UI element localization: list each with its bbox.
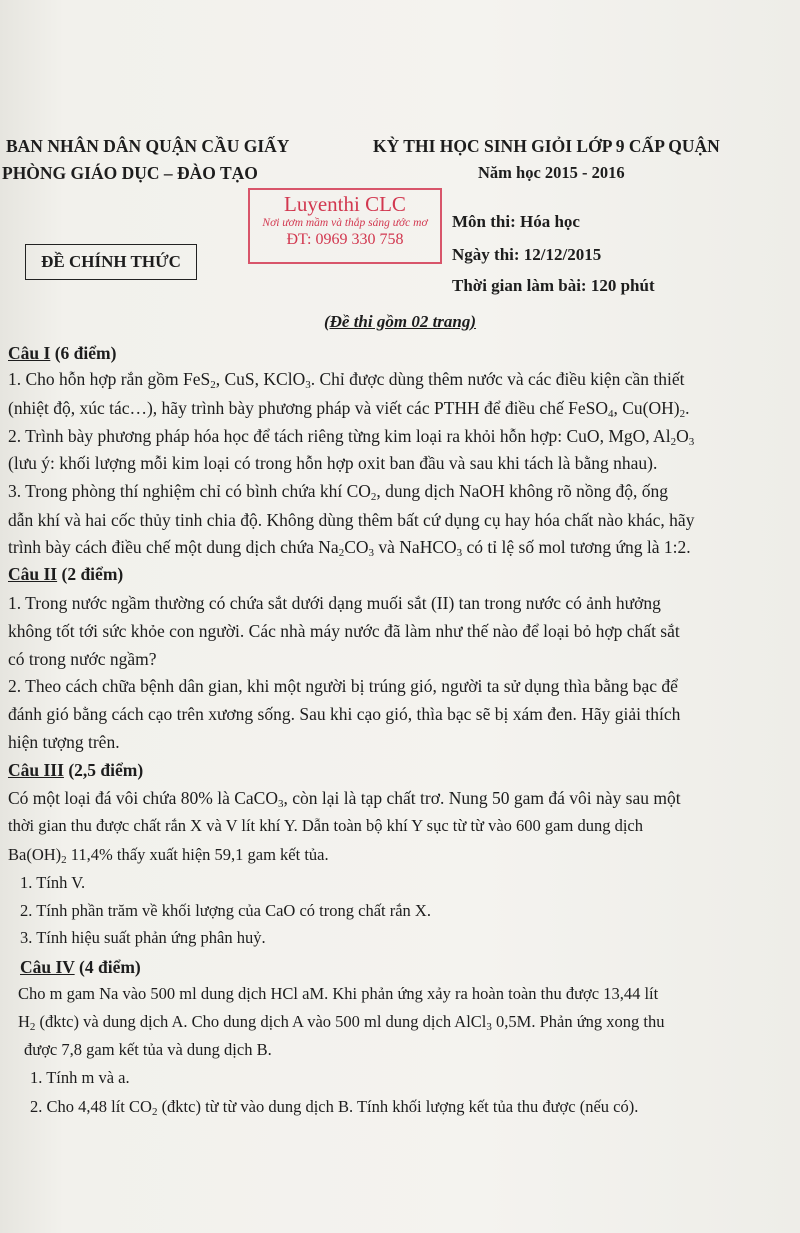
q1-line-2: (nhiệt độ, xúc tác…), hãy trình bày phương pháp và viết các PTHH để điều chế FeSO$_4$, $Cu(OH)_2$.	[8, 398, 690, 420]
q3-line-3: $Ba(OH)_2$ 11,4% thấy xuất hiện 59,1 gam kết tủa.	[8, 845, 329, 866]
q2-line-2: không tốt tới sức khỏe con người. Các nhà máy nước đã làm như thế nào để loại bỏ hợp chất sắt	[8, 621, 680, 641]
q3-line-6: 3. Tính hiệu suất phản ứng phân huỷ.	[20, 928, 266, 947]
q2-line-6: hiện tượng trên.	[8, 732, 120, 752]
stamp-name: Luyenthi CLC	[284, 192, 406, 216]
stamp-slogan: Nơi ươm mầm và thắp sáng ước mơ	[262, 217, 428, 229]
q4-line-5: 2. Cho 4,48 lít $CO_2$ (đktc) từ từ vào dung dịch B. Tính khối lượng kết tủa thu được (nếu có).	[30, 1097, 639, 1118]
stamp-phone: ĐT: 0969 330 758	[286, 231, 404, 248]
q2-line-5: đánh gió bằng cách cạo trên xương sống. Sau khi cạo gió, thìa bạc sẽ bị xám đen. Hãy giải thích	[8, 704, 681, 724]
q4-line-3: được 7,8 gam kết tủa và dung dịch B.	[24, 1040, 272, 1059]
q4-line-2: $H_2$ (đktc) và dung dịch A. Cho dung dịch A vào 500 ml dung dịch AlCl$_3$ 0,5M. Phản ứng xong thu	[18, 1012, 665, 1033]
q1-line-7: trình bày cách điều chế một dung dịch chứa $Na_2CO_3$ và NaHCO$_3$ có tỉ lệ số mol tương ứng là 1:2.	[8, 537, 691, 559]
q2-line-1: 1. Trong nước ngầm thường có chứa sắt dưới dạng muối sắt (II) tan trong nước có ảnh hưởng	[8, 593, 661, 613]
question-4-heading: Câu IV (4 điểm)	[20, 957, 141, 977]
q1-line-3: 2. Trình bày phương pháp hóa học để tách riêng từng kim loại ra khỏi hỗn hợp: CuO, MgO, $Al_2O_3$	[8, 426, 695, 448]
header-exam-title: KỲ THI HỌC SINH GIỎI LỚP 9 CẤP QUẬN	[373, 136, 720, 156]
q4-line-4: 1. Tính m và a.	[30, 1068, 130, 1087]
watermark-stamp	[248, 188, 442, 264]
header-authority: BAN NHÂN DÂN QUẬN CẦU GIẤY	[6, 136, 290, 156]
question-3-heading: Câu III (2,5 điểm)	[8, 760, 144, 780]
header-department: PHÒNG GIÁO DỤC – ĐÀO TẠO	[2, 163, 258, 183]
header-school-year: Năm học 2015 - 2016	[478, 163, 625, 182]
q1-line-6: dẫn khí và hai cốc thủy tinh chia độ. Không dùng thêm bất cứ dụng cụ hay hóa chất nào khác, hãy	[8, 510, 695, 530]
q3-line-5: 2. Tính phần trăm về khối lượng của CaO có trong chất rắn X.	[20, 901, 431, 920]
q2-line-4: 2. Theo cách chữa bệnh dân gian, khi một người bị trúng gió, người ta sử dụng thìa bằng bạc để	[8, 676, 678, 696]
exam-date: Ngày thi: 12/12/2015	[452, 245, 602, 264]
q1-line-1: 1. Cho hỗn hợp rắn gồm FeS$_2$, CuS, KClO$_3$. Chỉ được dùng thêm nước và các điều kiện cần thiết	[8, 369, 685, 391]
q3-line-4: 1. Tính V.	[20, 873, 86, 892]
page-count-note: (Đề thi gồm 02 trang)	[323, 312, 477, 331]
official-exam-box: ĐỀ CHÍNH THỨC	[25, 244, 197, 280]
question-2-heading: Câu II (2 điểm)	[8, 564, 124, 584]
exam-subject: Môn thi: Hóa học	[452, 212, 580, 231]
q2-line-3: có trong nước ngầm?	[8, 649, 157, 669]
question-1-heading: Câu I (6 điểm)	[8, 343, 117, 363]
q3-line-1: Có một loại đá vôi chứa 80% là CaCO$_3$, còn lại là tạp chất trơ. Nung 50 gam đá vôi này sau một	[8, 788, 681, 810]
exam-duration: Thời gian làm bài: 120 phút	[452, 276, 655, 295]
q1-line-4: (lưu ý: khối lượng mỗi kim loại có trong hỗn hợp oxit ban đầu và sau khi tách là bằng nhau).	[8, 453, 658, 473]
q1-line-5: 3. Trong phòng thí nghiệm chỉ có bình chứa khí $CO_2$, dung dịch NaOH không rõ nồng độ, ống	[8, 481, 669, 503]
q3-line-2: thời gian thu được chất rắn X và V lít khí Y. Dẫn toàn bộ khí Y sục từ từ vào 600 gam dung dịch	[8, 816, 643, 835]
q4-line-1: Cho m gam Na vào 500 ml dung dịch HCl aM. Khi phản ứng xảy ra hoàn toàn thu được 13,44 lít	[18, 984, 659, 1003]
